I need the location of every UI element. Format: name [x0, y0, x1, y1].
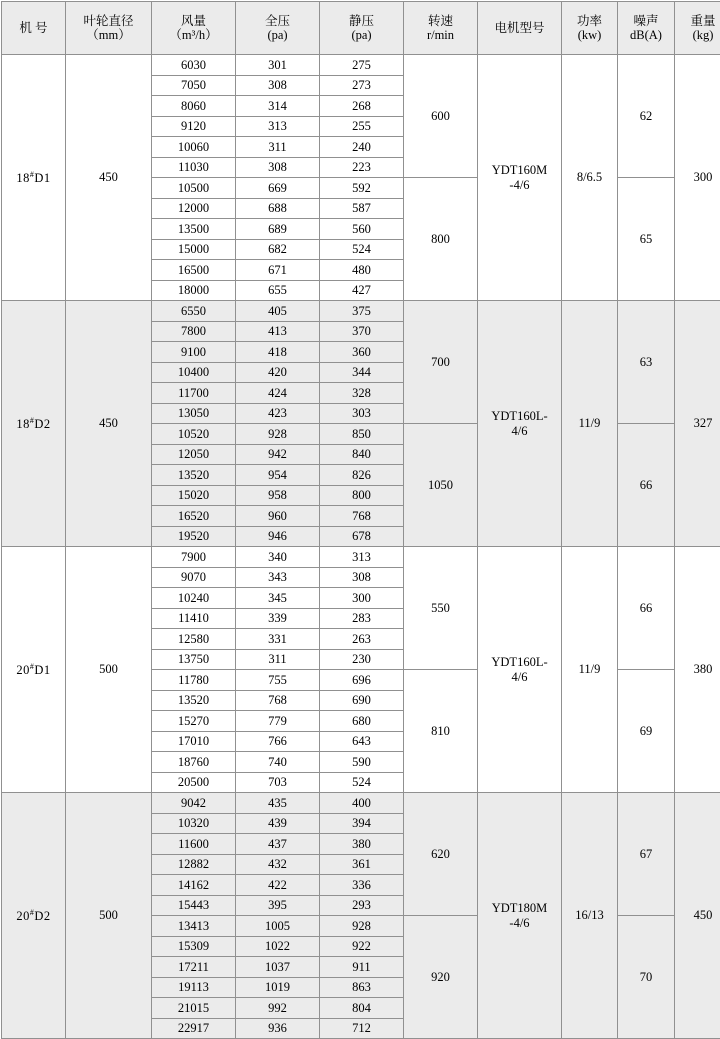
- static-pressure-cell: 800: [320, 485, 404, 506]
- air-flow-cell: 11600: [152, 834, 236, 855]
- total-pressure-cell: 942: [236, 444, 320, 465]
- static-pressure-cell: 560: [320, 219, 404, 240]
- static-pressure-cell: 826: [320, 465, 404, 486]
- static-pressure-cell: 308: [320, 567, 404, 588]
- air-flow-cell: 9070: [152, 567, 236, 588]
- total-pressure-cell: 308: [236, 75, 320, 96]
- motor-model-cell: [478, 55, 562, 301]
- impeller-diameter-cell: 450: [66, 55, 152, 301]
- noise-cell: 63: [618, 301, 675, 424]
- column-header-line: 噪声: [618, 14, 674, 28]
- static-pressure-cell: 768: [320, 506, 404, 527]
- air-flow-cell: 15000: [152, 239, 236, 260]
- air-flow-cell: 13750: [152, 649, 236, 670]
- motor-model-line: -4/6: [478, 178, 561, 192]
- static-pressure-cell: 524: [320, 239, 404, 260]
- total-pressure-cell: 435: [236, 793, 320, 814]
- column-header-line: 电机型号: [478, 21, 561, 35]
- power-cell: 11/9: [562, 301, 618, 547]
- column-header-7: [562, 2, 618, 55]
- air-flow-cell: 17010: [152, 731, 236, 752]
- impeller-diameter-cell: 500: [66, 793, 152, 1039]
- table-body: [2, 55, 720, 1039]
- total-pressure-cell: 755: [236, 670, 320, 691]
- motor-model-line: YDT160L-: [478, 655, 561, 669]
- motor-model-line: YDT180M: [478, 901, 561, 915]
- static-pressure-cell: 293: [320, 895, 404, 916]
- total-pressure-cell: 703: [236, 772, 320, 793]
- total-pressure-cell: 1005: [236, 916, 320, 937]
- air-flow-cell: 11030: [152, 157, 236, 178]
- column-header-line: 转速: [404, 14, 477, 28]
- air-flow-cell: 6030: [152, 55, 236, 76]
- air-flow-cell: 7050: [152, 75, 236, 96]
- total-pressure-cell: 960: [236, 506, 320, 527]
- column-header-line: 静压: [320, 14, 403, 28]
- air-flow-cell: 11780: [152, 670, 236, 691]
- total-pressure-cell: 301: [236, 55, 320, 76]
- static-pressure-cell: 712: [320, 1018, 404, 1039]
- noise-cell: 62: [618, 55, 675, 178]
- static-pressure-cell: 303: [320, 403, 404, 424]
- total-pressure-cell: 314: [236, 96, 320, 117]
- total-pressure-cell: 928: [236, 424, 320, 445]
- total-pressure-cell: 936: [236, 1018, 320, 1039]
- total-pressure-cell: 954: [236, 465, 320, 486]
- column-header-line: （m³/h）: [152, 28, 235, 42]
- air-flow-cell: 21015: [152, 998, 236, 1019]
- air-flow-cell: 13520: [152, 465, 236, 486]
- column-header-8: [618, 2, 675, 55]
- total-pressure-cell: 311: [236, 649, 320, 670]
- column-header-0: [2, 2, 66, 55]
- model-superscript: #: [30, 662, 35, 671]
- table-row: [2, 547, 720, 568]
- column-header-line: 重量: [675, 14, 720, 28]
- column-header-line: r/min: [404, 28, 477, 42]
- total-pressure-cell: 958: [236, 485, 320, 506]
- rotation-speed-cell: 700: [404, 301, 478, 424]
- noise-cell: 70: [618, 916, 675, 1039]
- rotation-speed-cell: 1050: [404, 424, 478, 547]
- air-flow-cell: 10320: [152, 813, 236, 834]
- impeller-diameter-cell: 500: [66, 547, 152, 793]
- air-flow-cell: 10500: [152, 178, 236, 199]
- static-pressure-cell: 524: [320, 772, 404, 793]
- air-flow-cell: 17211: [152, 957, 236, 978]
- air-flow-cell: 15309: [152, 936, 236, 957]
- column-header-line: dB(A): [618, 28, 674, 42]
- total-pressure-cell: 655: [236, 280, 320, 301]
- static-pressure-cell: 255: [320, 116, 404, 137]
- column-header-line: (kg): [675, 28, 720, 42]
- static-pressure-cell: 922: [320, 936, 404, 957]
- static-pressure-cell: 240: [320, 137, 404, 158]
- air-flow-cell: 11700: [152, 383, 236, 404]
- column-header-2: [152, 2, 236, 55]
- model-superscript: #: [30, 908, 35, 917]
- column-header-1: [66, 2, 152, 55]
- static-pressure-cell: 643: [320, 731, 404, 752]
- static-pressure-cell: 394: [320, 813, 404, 834]
- column-header-line: 风量: [152, 14, 235, 28]
- static-pressure-cell: 336: [320, 875, 404, 896]
- static-pressure-cell: 223: [320, 157, 404, 178]
- rotation-speed-cell: 550: [404, 547, 478, 670]
- static-pressure-cell: 361: [320, 854, 404, 875]
- static-pressure-cell: 480: [320, 260, 404, 281]
- total-pressure-cell: 992: [236, 998, 320, 1019]
- static-pressure-cell: 268: [320, 96, 404, 117]
- motor-model-cell: [478, 547, 562, 793]
- static-pressure-cell: 678: [320, 526, 404, 547]
- column-header-line: （mm）: [66, 28, 151, 42]
- column-header-line: 机 号: [2, 21, 65, 35]
- motor-model-line: YDT160M: [478, 163, 561, 177]
- total-pressure-cell: 308: [236, 157, 320, 178]
- static-pressure-cell: 300: [320, 588, 404, 609]
- air-flow-cell: 12882: [152, 854, 236, 875]
- motor-model-line: 4/6: [478, 424, 561, 438]
- total-pressure-cell: 669: [236, 178, 320, 199]
- static-pressure-cell: 840: [320, 444, 404, 465]
- air-flow-cell: 19520: [152, 526, 236, 547]
- static-pressure-cell: 590: [320, 752, 404, 773]
- impeller-diameter-cell: 450: [66, 301, 152, 547]
- motor-model-line: YDT160L-: [478, 409, 561, 423]
- total-pressure-cell: 779: [236, 711, 320, 732]
- air-flow-cell: 19113: [152, 977, 236, 998]
- motor-model-cell: [478, 793, 562, 1039]
- column-header-4: [320, 2, 404, 55]
- total-pressure-cell: 313: [236, 116, 320, 137]
- column-header-line: 功率: [562, 14, 617, 28]
- static-pressure-cell: 380: [320, 834, 404, 855]
- rotation-speed-cell: 600: [404, 55, 478, 178]
- column-header-3: [236, 2, 320, 55]
- total-pressure-cell: 1022: [236, 936, 320, 957]
- total-pressure-cell: 437: [236, 834, 320, 855]
- table-row: [2, 301, 720, 322]
- total-pressure-cell: 331: [236, 629, 320, 650]
- static-pressure-cell: 427: [320, 280, 404, 301]
- air-flow-cell: 15270: [152, 711, 236, 732]
- static-pressure-cell: 230: [320, 649, 404, 670]
- total-pressure-cell: 339: [236, 608, 320, 629]
- noise-cell: 66: [618, 424, 675, 547]
- column-header-line: (pa): [320, 28, 403, 42]
- air-flow-cell: 22917: [152, 1018, 236, 1039]
- total-pressure-cell: 418: [236, 342, 320, 363]
- air-flow-cell: 16500: [152, 260, 236, 281]
- fan-model-cell: 18#D1: [2, 55, 66, 301]
- air-flow-cell: 11410: [152, 608, 236, 629]
- air-flow-cell: 9042: [152, 793, 236, 814]
- static-pressure-cell: 344: [320, 362, 404, 383]
- static-pressure-cell: 850: [320, 424, 404, 445]
- weight-cell: 327: [675, 301, 720, 547]
- static-pressure-cell: 275: [320, 55, 404, 76]
- static-pressure-cell: 911: [320, 957, 404, 978]
- total-pressure-cell: 439: [236, 813, 320, 834]
- air-flow-cell: 12000: [152, 198, 236, 219]
- total-pressure-cell: 424: [236, 383, 320, 404]
- motor-model-line: -4/6: [478, 916, 561, 930]
- air-flow-cell: 13500: [152, 219, 236, 240]
- motor-model-cell: [478, 301, 562, 547]
- air-flow-cell: 7800: [152, 321, 236, 342]
- column-header-line: 全压: [236, 14, 319, 28]
- weight-cell: 450: [675, 793, 720, 1039]
- noise-cell: 65: [618, 178, 675, 301]
- column-header-6: [478, 2, 562, 55]
- air-flow-cell: 6550: [152, 301, 236, 322]
- rotation-speed-cell: 620: [404, 793, 478, 916]
- static-pressure-cell: 680: [320, 711, 404, 732]
- total-pressure-cell: 766: [236, 731, 320, 752]
- air-flow-cell: 13050: [152, 403, 236, 424]
- air-flow-cell: 15443: [152, 895, 236, 916]
- noise-cell: 69: [618, 670, 675, 793]
- fan-model-cell: 18#D2: [2, 301, 66, 547]
- air-flow-cell: 18760: [152, 752, 236, 773]
- total-pressure-cell: 1019: [236, 977, 320, 998]
- air-flow-cell: 10060: [152, 137, 236, 158]
- static-pressure-cell: 375: [320, 301, 404, 322]
- static-pressure-cell: 328: [320, 383, 404, 404]
- total-pressure-cell: 689: [236, 219, 320, 240]
- static-pressure-cell: 400: [320, 793, 404, 814]
- air-flow-cell: 14162: [152, 875, 236, 896]
- total-pressure-cell: 768: [236, 690, 320, 711]
- static-pressure-cell: 370: [320, 321, 404, 342]
- static-pressure-cell: 690: [320, 690, 404, 711]
- total-pressure-cell: 420: [236, 362, 320, 383]
- total-pressure-cell: 345: [236, 588, 320, 609]
- table-row: [2, 793, 720, 814]
- total-pressure-cell: 688: [236, 198, 320, 219]
- air-flow-cell: 15020: [152, 485, 236, 506]
- static-pressure-cell: 804: [320, 998, 404, 1019]
- static-pressure-cell: 360: [320, 342, 404, 363]
- total-pressure-cell: 405: [236, 301, 320, 322]
- column-header-line: (pa): [236, 28, 319, 42]
- air-flow-cell: 12580: [152, 629, 236, 650]
- total-pressure-cell: 422: [236, 875, 320, 896]
- power-cell: 11/9: [562, 547, 618, 793]
- static-pressure-cell: 283: [320, 608, 404, 629]
- rotation-speed-cell: 810: [404, 670, 478, 793]
- static-pressure-cell: 587: [320, 198, 404, 219]
- total-pressure-cell: 311: [236, 137, 320, 158]
- air-flow-cell: 10400: [152, 362, 236, 383]
- fan-specification-table: [1, 1, 720, 1039]
- fan-model-cell: 20#D2: [2, 793, 66, 1039]
- total-pressure-cell: 413: [236, 321, 320, 342]
- column-header-line: 叶轮直径: [66, 14, 151, 28]
- power-cell: 8/6.5: [562, 55, 618, 301]
- total-pressure-cell: 432: [236, 854, 320, 875]
- table-row: [2, 55, 720, 76]
- air-flow-cell: 16520: [152, 506, 236, 527]
- total-pressure-cell: 343: [236, 567, 320, 588]
- static-pressure-cell: 863: [320, 977, 404, 998]
- weight-cell: 300: [675, 55, 720, 301]
- static-pressure-cell: 592: [320, 178, 404, 199]
- total-pressure-cell: 395: [236, 895, 320, 916]
- total-pressure-cell: 423: [236, 403, 320, 424]
- motor-model-line: 4/6: [478, 670, 561, 684]
- air-flow-cell: 9100: [152, 342, 236, 363]
- total-pressure-cell: 740: [236, 752, 320, 773]
- air-flow-cell: 13413: [152, 916, 236, 937]
- air-flow-cell: 9120: [152, 116, 236, 137]
- column-header-line: (kw): [562, 28, 617, 42]
- air-flow-cell: 10240: [152, 588, 236, 609]
- total-pressure-cell: 1037: [236, 957, 320, 978]
- air-flow-cell: 10520: [152, 424, 236, 445]
- static-pressure-cell: 263: [320, 629, 404, 650]
- air-flow-cell: 13520: [152, 690, 236, 711]
- air-flow-cell: 18000: [152, 280, 236, 301]
- static-pressure-cell: 313: [320, 547, 404, 568]
- static-pressure-cell: 273: [320, 75, 404, 96]
- column-header-5: [404, 2, 478, 55]
- weight-cell: 380: [675, 547, 720, 793]
- model-superscript: #: [30, 416, 35, 425]
- rotation-speed-cell: 920: [404, 916, 478, 1039]
- noise-cell: 67: [618, 793, 675, 916]
- static-pressure-cell: 696: [320, 670, 404, 691]
- header-row: [2, 2, 720, 55]
- total-pressure-cell: 340: [236, 547, 320, 568]
- total-pressure-cell: 671: [236, 260, 320, 281]
- static-pressure-cell: 928: [320, 916, 404, 937]
- fan-model-cell: 20#D1: [2, 547, 66, 793]
- air-flow-cell: 7900: [152, 547, 236, 568]
- rotation-speed-cell: 800: [404, 178, 478, 301]
- total-pressure-cell: 682: [236, 239, 320, 260]
- model-superscript: #: [30, 170, 35, 179]
- total-pressure-cell: 946: [236, 526, 320, 547]
- noise-cell: 66: [618, 547, 675, 670]
- air-flow-cell: 8060: [152, 96, 236, 117]
- air-flow-cell: 20500: [152, 772, 236, 793]
- column-header-9: [675, 2, 720, 55]
- air-flow-cell: 12050: [152, 444, 236, 465]
- power-cell: 16/13: [562, 793, 618, 1039]
- table-header: [2, 2, 720, 55]
